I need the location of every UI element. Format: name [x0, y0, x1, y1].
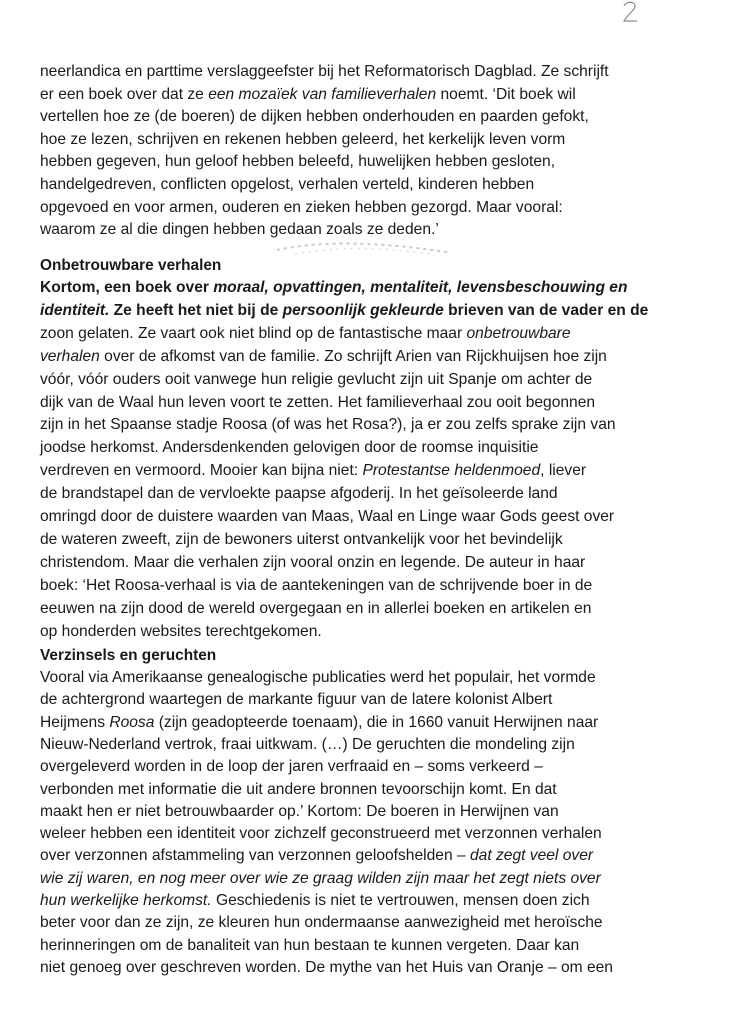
onbetrouwbare-line	[40, 507, 614, 527]
onbetrouwbare-line	[40, 530, 563, 550]
text-run: over de afkomst van de familie. Zo schrijft Arien van Rijckhuijsen hoe zijn	[99, 347, 607, 365]
text-run: verbonden met informatie die uit andere bronnen tevoorschijn komt. En dat	[40, 780, 557, 798]
onbetrouwbare-line	[40, 370, 592, 390]
heading-verzinsels-en-geruchten: Verzinsels en geruchten	[40, 647, 217, 664]
text-run: identiteit.	[40, 301, 110, 319]
text-run: onbetrouwbare	[466, 324, 571, 342]
text-run: handelgedreven, conflicten opgelost, verhalen verteld, kinderen hebben	[40, 176, 535, 193]
text-run: vóór, vóór ouders ooit vanwege hun religie gevlucht zijn uit Spanje om achter de	[40, 370, 593, 388]
onbetrouwbare-line	[40, 278, 628, 298]
scan-smudge	[275, 238, 450, 260]
text-run: dat zegt veel over	[469, 847, 594, 865]
text-run: er een boek over dat ze	[40, 85, 209, 103]
verzinsels-line	[40, 824, 602, 844]
verzinsels-line	[40, 780, 557, 800]
text-run: niet genoeg over geschreven worden. De mythe van het Huis van Oranje – om een	[40, 958, 613, 976]
handwritten-page-number	[620, 0, 640, 24]
text-run: verdreven en vermoord. Mooier kan bijna niet:	[40, 462, 363, 480]
verzinsels-line	[40, 735, 575, 755]
verzinsels-line	[40, 846, 593, 866]
text-run: , liever	[540, 462, 587, 480]
onbetrouwbare-line	[40, 484, 558, 504]
text-run: Ze heeft het niet bij de	[109, 301, 283, 319]
text-run: een mozaïek van familieverhalen	[208, 85, 437, 103]
intro-line	[40, 62, 609, 82]
verzinsels-line	[40, 869, 601, 889]
verzinsels-line	[40, 958, 613, 978]
verzinsels-line	[40, 936, 579, 956]
intro-line	[40, 220, 439, 240]
onbetrouwbare-line	[40, 576, 592, 596]
intro-line	[40, 85, 576, 105]
intro-line	[40, 175, 534, 195]
text-run: hun werkelijke herkomst.	[40, 892, 212, 909]
intro-line	[40, 198, 563, 218]
text-run: Geschiedenis is niet te vertrouwen, mensen doen zich	[211, 892, 590, 909]
verzinsels-line	[40, 802, 559, 822]
verzinsels-line	[40, 913, 603, 933]
onbetrouwbare-line	[40, 347, 607, 367]
text-run: de achtergrond waartegen de markante figuur van de latere kolonist Albert	[40, 691, 553, 709]
text-run: wie zij waren, en nog meer over wie ze graag wilden zijn maar het zegt niets over	[40, 869, 601, 887]
onbetrouwbare-line	[40, 415, 616, 435]
text-run: moraal, opvattingen, mentaliteit, levensbeschouwing en	[213, 279, 628, 296]
text-run: noemt. ‘Dit boek wil	[436, 85, 576, 103]
verzinsels-line	[40, 690, 552, 710]
intro-line	[40, 107, 589, 127]
onbetrouwbare-line	[40, 599, 591, 619]
verzinsels-line	[40, 757, 543, 777]
text-run: christendom. Maar die verhalen zijn vooral onzin en legende. De auteur in haar	[40, 553, 586, 571]
text-run: beter voor dan ze zijn, ze kleuren hun ondermaanse aanwezigheid met heroïsche	[40, 914, 603, 932]
verzinsels-line	[40, 713, 598, 733]
text-run: verhalen	[40, 347, 100, 365]
text-run: (zijn geadopteerde toenaam), die in 1660 vanuit Herwijnen naar	[154, 713, 599, 731]
text-run: maakt hen er niet betrouwbaarder op.’ Kortom: De boeren in Herwijnen van	[40, 802, 559, 820]
onbetrouwbare-line	[40, 393, 595, 413]
text-run: opgevoed en voor armen, ouderen en zieken hebben gezorgd. Maar vooral:	[40, 198, 563, 216]
text-run: hebben gegeven, hun geloof hebben beleefd, huwelijken hebben gesloten,	[40, 153, 556, 171]
text-run: brieven van de vader en de	[443, 301, 649, 319]
onbetrouwbare-line	[40, 301, 648, 321]
text-run: hoe ze lezen, schrijven en rekenen hebben geleerd, het kerkelijk leven vorm	[40, 130, 566, 148]
verzinsels-line	[40, 668, 596, 688]
text-run: Protestantse heldenmoed	[362, 462, 541, 480]
heading-onbetrouwbare-verhalen: Onbetrouwbare verhalen	[40, 257, 222, 274]
text-run: weleer hebben een identiteit voor zichzelf geconstrueerd met verzonnen verhalen	[40, 825, 602, 843]
text-run: Vooral via Amerikaanse genealogische publicaties werd het populair, het vormde	[40, 669, 596, 686]
text-run: boek: ‘Het Roosa-verhaal is via de aantekeningen van de schrijvende boer in de	[40, 576, 593, 594]
text-run: waarom ze al die dingen hebben gedaan zoals ze deden.’	[40, 221, 439, 239]
text-run: omringd door de duistere waarden van Maas, Waal en Linge waar Gods geest over	[40, 508, 615, 525]
text-run: herinneringen om de banaliteit van hun bestaan te kunnen vergeten. Daar kan	[40, 936, 580, 954]
text-run: zoon gelaten. Ze vaart ook niet blind op de fantastische maar	[40, 324, 467, 342]
text-run: overgeleverd worden in de loop der jaren verfraaid en – soms verkeerd –	[40, 758, 543, 776]
text-run: de brandstapel dan de vervloekte paapse afgoderij. In het geïsoleerde land	[40, 485, 558, 503]
text-run: over verzonnen afstammeling van verzonnen geloofshelden –	[40, 847, 470, 865]
text-run: joodse herkomst. Andersdenkenden gelovigen door de roomse inquisitie	[40, 439, 539, 457]
onbetrouwbare-line	[40, 622, 322, 642]
text-run: Nieuw-Nederland vertrok, fraai uitkwam. (…) De geruchten die mondeling zijn	[40, 735, 575, 753]
text-run: de wateren zweeft, zijn de bewoners uiterst ontvankelijk voor het bevindelijk	[40, 530, 563, 548]
text-run: persoonlijk gekleurde	[282, 301, 444, 319]
onbetrouwbare-line	[40, 553, 585, 573]
intro-line	[40, 152, 555, 172]
onbetrouwbare-line	[40, 324, 571, 344]
onbetrouwbare-line	[40, 461, 586, 481]
text-run: vertellen hoe ze (de boeren) de dijken hebben onderhouden en paarden gefokt,	[40, 108, 589, 126]
intro-line	[40, 130, 565, 150]
text-run: Roosa	[109, 713, 155, 731]
text-run: Kortom, een boek over	[40, 279, 214, 296]
onbetrouwbare-line	[40, 438, 538, 458]
text-run: zijn in het Spaanse stadje Roosa (of was het Rosa?), ja er zou zelfs sprake zijn van	[40, 416, 616, 434]
text-run: op honderden websites terechtgekomen.	[40, 622, 322, 640]
verzinsels-line	[40, 891, 590, 911]
text-run: Heijmens	[40, 713, 110, 731]
text-run: neerlandica en parttime verslaggeefster bij het Reformatorisch Dagblad. Ze schrijft	[40, 63, 609, 80]
text-run: eeuwen na zijn dood de wereld overgegaan en in allerlei boeken en artikelen en	[40, 599, 592, 617]
text-run: dijk van de Waal hun leven voort te zetten. Het familieverhaal zou ooit begonnen	[40, 393, 596, 411]
